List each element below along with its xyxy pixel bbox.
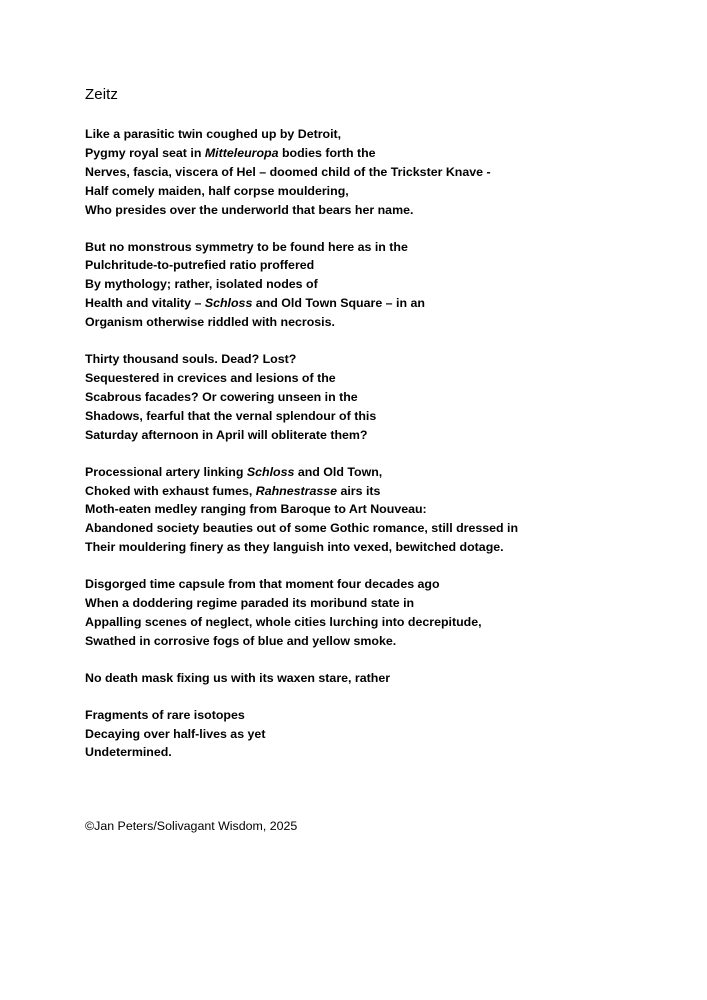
- line-text: Saturday afternoon in April will obliterate them?: [85, 427, 368, 442]
- poem-line: [85, 238, 645, 257]
- line-text: Nerves, fascia, viscera of Hel – doomed child of the Trickster Knave -: [85, 164, 491, 179]
- line-text: Undetermined.: [85, 745, 172, 760]
- italic-phrase: Rahnestrasse: [255, 483, 338, 498]
- line-text: Fragments of rare isotopes: [85, 707, 245, 722]
- line-text: Sequestered in crevices and lesions of the: [85, 370, 336, 385]
- stanza: [85, 669, 645, 688]
- line-text: Decaying over half-lives as yet: [85, 726, 266, 741]
- poem-body: [85, 125, 645, 780]
- line-text: Choked with exhaust fumes,: [85, 483, 256, 498]
- line-text: and Old Town,: [294, 464, 383, 479]
- line-text: Health and vitality –: [85, 296, 205, 311]
- line-text: No death mask fixing us with its waxen stare, rather: [85, 670, 391, 685]
- poem-line: [85, 575, 645, 594]
- line-text: But no monstrous symmetry to be found here as in the: [85, 239, 408, 254]
- poem-line: [85, 669, 645, 688]
- poem-line: [85, 706, 645, 725]
- line-text: airs its: [337, 483, 381, 498]
- line-text: Pulchritude-to-putrefied ratio proffered: [85, 258, 315, 273]
- line-text: Their mouldering finery as they languish into vexed, bewitched dotage.: [85, 540, 504, 555]
- stanza: [85, 706, 645, 763]
- line-text: Disgorged time capsule from that moment four decades ago: [85, 577, 440, 592]
- stanza: [85, 463, 645, 558]
- poem-line: [85, 144, 645, 163]
- italic-phrase: Mitteleuropa: [204, 145, 279, 160]
- stanza: [85, 125, 645, 220]
- poem-line: [85, 426, 645, 445]
- line-text: Processional artery linking: [85, 464, 247, 479]
- line-text: When a doddering regime paraded its moribund state in: [85, 596, 415, 611]
- line-text: Scabrous facades? Or cowering unseen in the: [85, 389, 358, 404]
- line-text: Pygmy royal seat in: [85, 145, 205, 160]
- italic-phrase: Schloss: [246, 464, 295, 479]
- poem-title: Zeitz: [85, 86, 119, 103]
- poem-line: [85, 256, 645, 275]
- line-text: and Old Town Square – in an: [252, 296, 425, 311]
- copyright-notice: ©Jan Peters/Solivagant Wisdom, 2025: [85, 819, 298, 833]
- poem-line: [85, 743, 645, 762]
- poem-line: [85, 594, 645, 613]
- poem-line: [85, 632, 645, 651]
- poem-line: [85, 482, 645, 501]
- line-text: bodies forth the: [278, 145, 376, 160]
- poem-line: [85, 538, 645, 557]
- line-text: Abandoned society beauties out of some Gothic romance, still dressed in: [85, 521, 519, 536]
- line-text: By mythology; rather, isolated nodes of: [85, 277, 318, 292]
- poem-line: [85, 125, 645, 144]
- italic-phrase: Schloss: [204, 296, 253, 311]
- line-text: Like a parasitic twin coughed up by Detroit,: [85, 127, 342, 141]
- poem-line: [85, 463, 645, 482]
- poem-line: [85, 369, 645, 388]
- line-text: Who presides over the underworld that bears her name.: [85, 202, 414, 217]
- poem-line: [85, 725, 645, 744]
- line-text: Moth-eaten medley ranging from Baroque to Art Nouveau:: [85, 502, 427, 517]
- poem-line: [85, 613, 645, 632]
- poem-line: [85, 182, 645, 201]
- poem-line: [85, 313, 645, 332]
- poem-line: [85, 350, 645, 369]
- line-text: Half comely maiden, half corpse mouldering,: [85, 183, 349, 198]
- stanza: [85, 575, 645, 651]
- poem-line: [85, 407, 645, 426]
- poem-line: [85, 500, 645, 519]
- line-text: Swathed in corrosive fogs of blue and yellow smoke.: [85, 633, 397, 648]
- poem-line: [85, 388, 645, 407]
- poem-line: [85, 519, 645, 538]
- poem-line: [85, 163, 645, 182]
- line-text: Shadows, fearful that the vernal splendour of this: [85, 408, 377, 423]
- stanza: [85, 350, 645, 445]
- line-text: Organism otherwise riddled with necrosis.: [85, 315, 335, 330]
- poem-line: [85, 275, 645, 294]
- poem-line: [85, 201, 645, 220]
- line-text: Appalling scenes of neglect, whole cities lurching into decrepitude,: [85, 614, 482, 629]
- line-text: Thirty thousand souls. Dead? Lost?: [85, 352, 297, 367]
- stanza: [85, 238, 645, 333]
- poem-line: [85, 294, 645, 313]
